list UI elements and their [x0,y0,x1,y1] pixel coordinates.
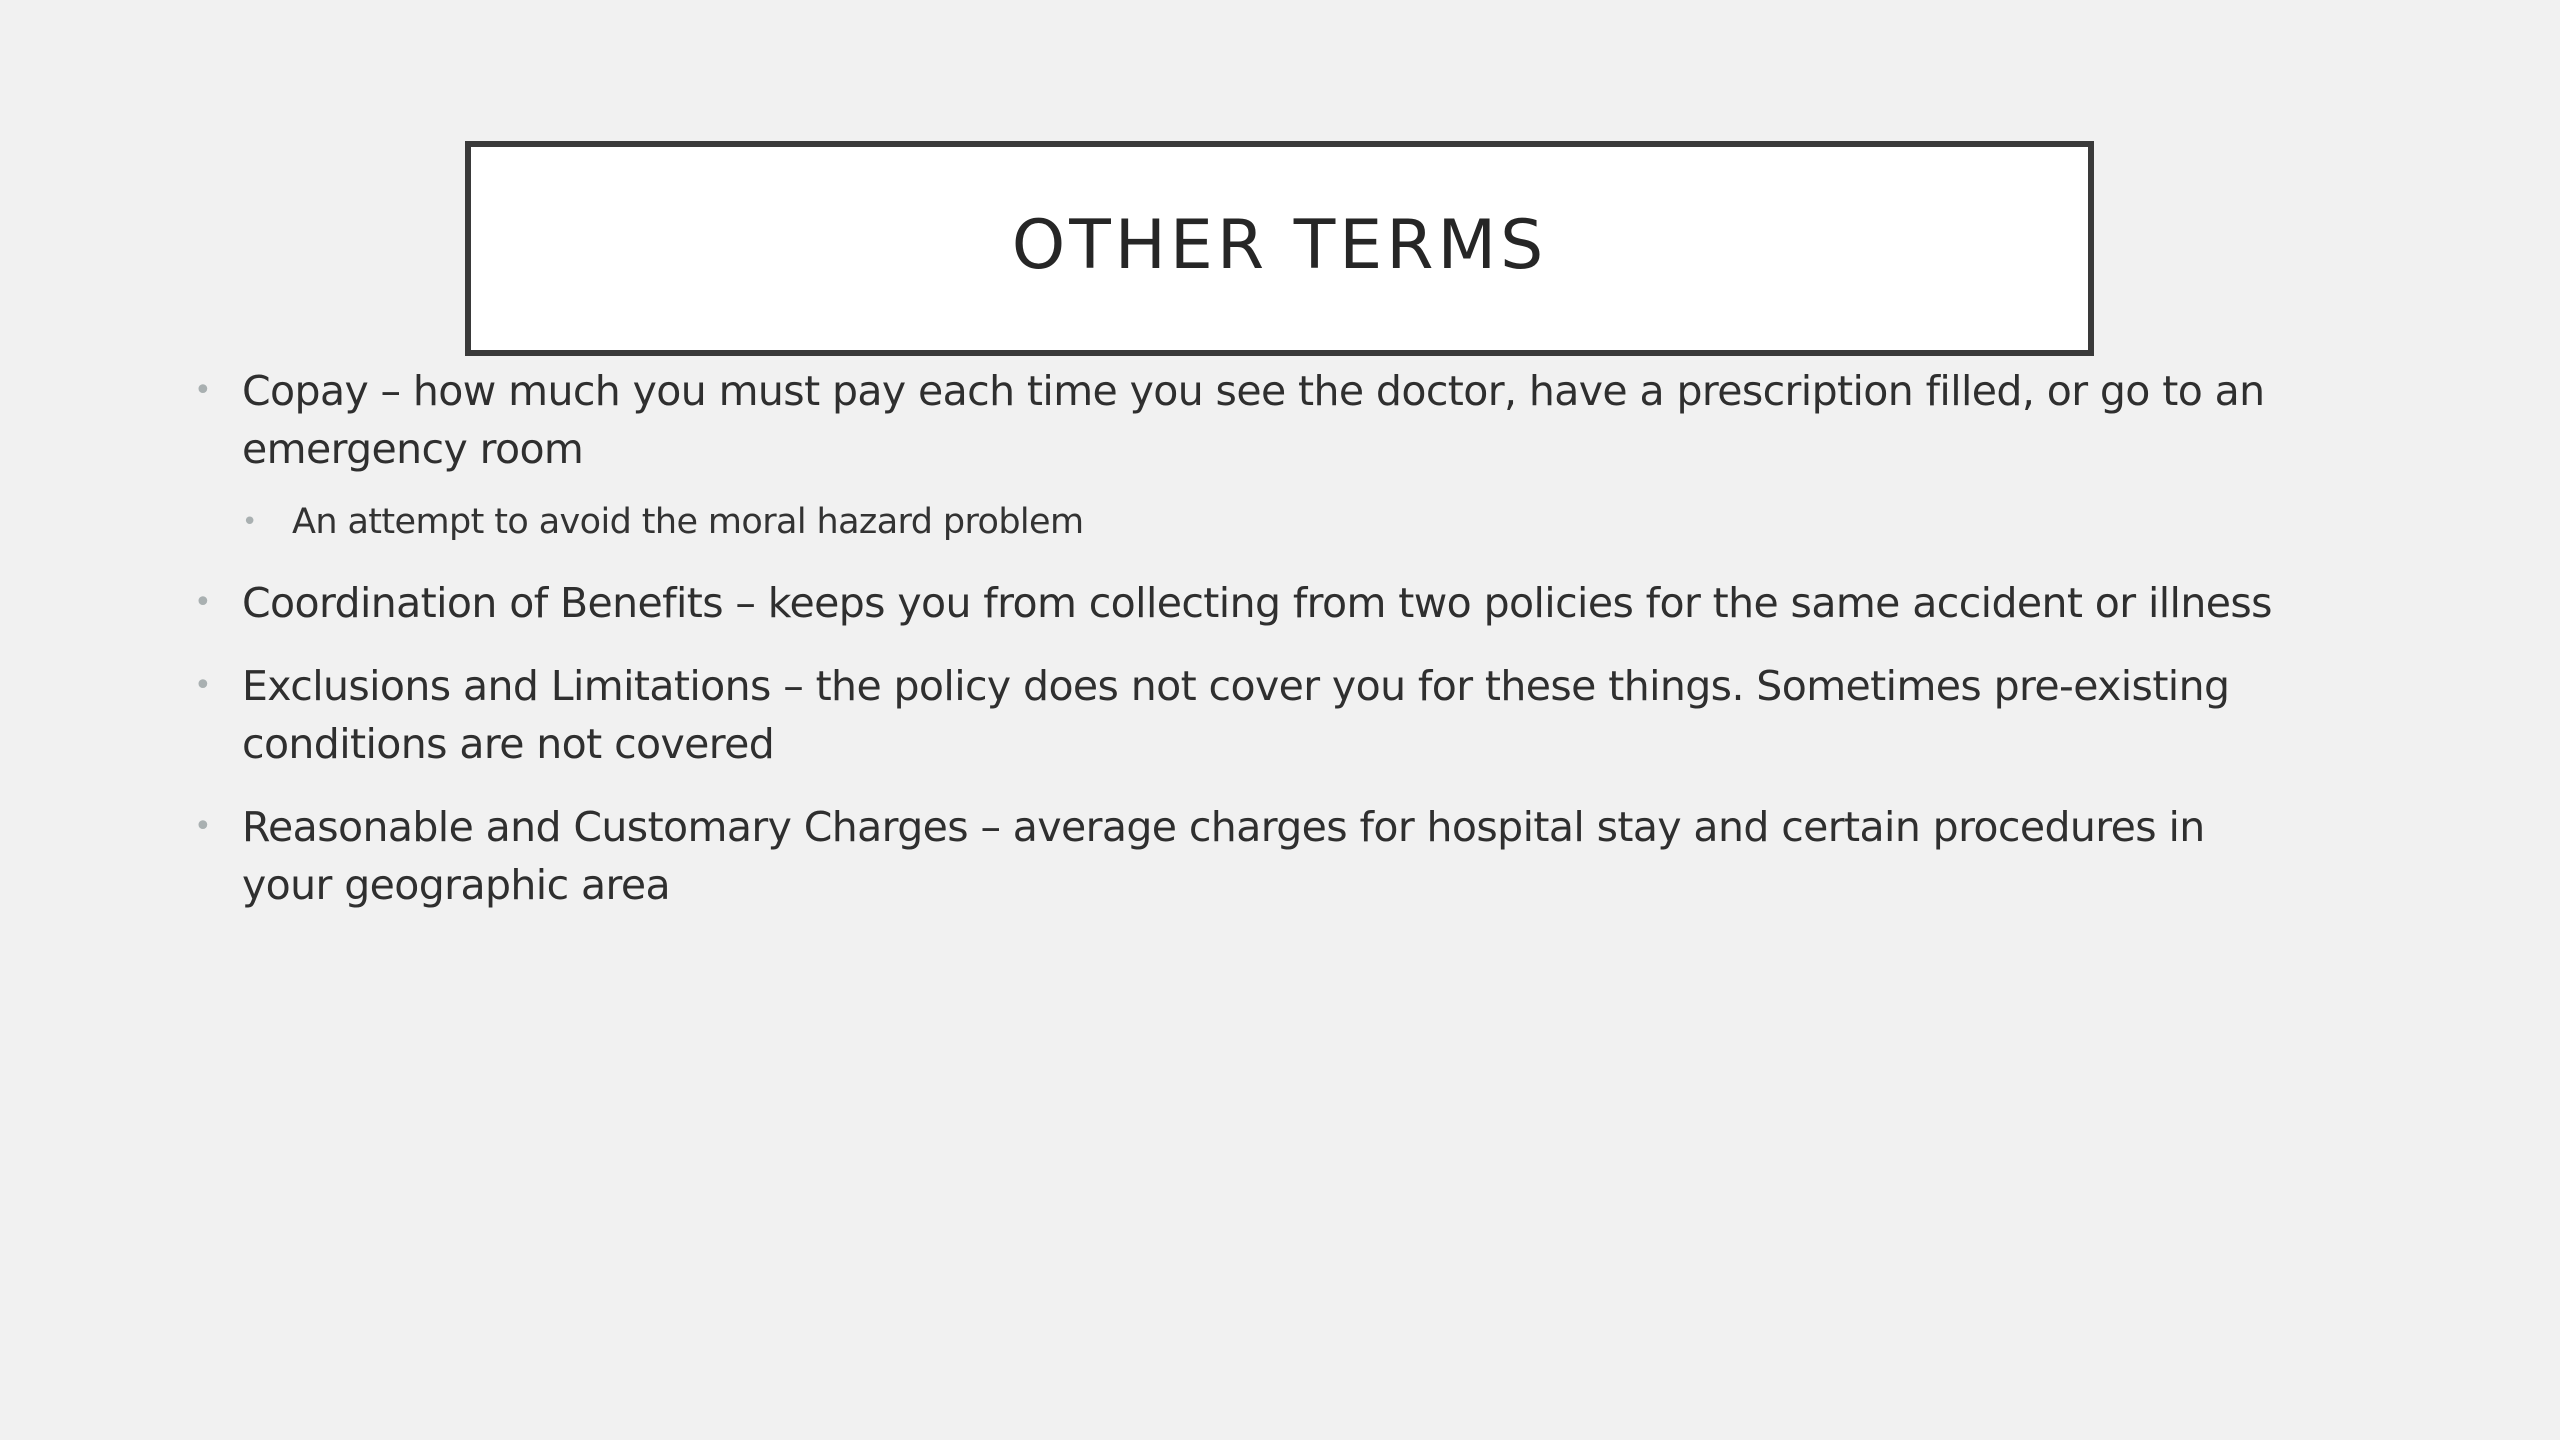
bullet-icon: • [242,507,257,537]
sub-bullet-item-moral-hazard [190,497,2290,547]
bullet-list [190,362,2290,939]
bullet-icon: • [194,373,212,408]
bullet-text: Coordination of Benefits – keeps you from collecting from two policies for the same accident or illness [242,579,2272,627]
bullet-text: Exclusions and Limitations – the policy does not cover you for these things. Sometimes pre-existing conditions are not covered [242,662,2230,768]
bullet-icon: • [194,585,212,620]
bullet-icon: • [194,668,212,703]
bullet-item-exclusions [190,657,2290,773]
title-box [465,141,2094,356]
slide-title: OTHER TERMS [1011,206,1548,285]
bullet-text: An attempt to avoid the moral hazard problem [292,502,1084,542]
bullet-item-coordination [190,574,2290,632]
bullet-icon: • [194,809,212,844]
bullet-text: Copay – how much you must pay each time you see the doctor, have a prescription filled, or go to an emergency room [242,367,2265,473]
bullet-text: Reasonable and Customary Charges – average charges for hospital stay and certain procedures in your geographic area [242,803,2205,909]
bullet-item-copay [190,362,2290,478]
bullet-item-reasonable-charges [190,798,2290,914]
